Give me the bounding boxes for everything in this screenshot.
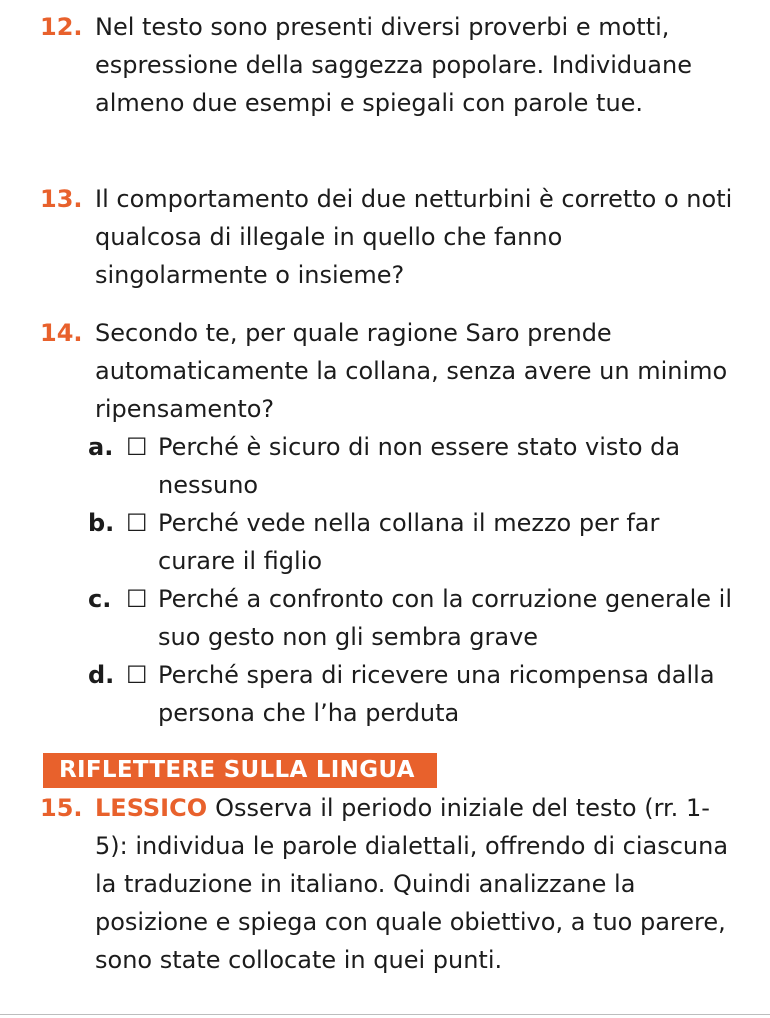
option-a [88, 428, 738, 504]
section-banner: RIFLETTERE SULLA LINGUA [43, 753, 437, 788]
question-number: 15. [40, 794, 83, 822]
option-text: Perché a confronto con la corruzione generale il suo gesto non gli sembra grave [158, 585, 732, 651]
checkbox-icon[interactable]: ☐ [126, 433, 148, 461]
question-number: 13. [40, 185, 83, 213]
option-text: Perché vede nella collana il mezzo per far curare il figlio [158, 509, 660, 575]
bottom-divider [0, 1014, 770, 1015]
question-13 [40, 180, 740, 294]
question-text: Osserva il periodo iniziale del testo (rr. 1-5): individua le parole dialettali, offrendo di ciascuna la traduzione in italiano. Quindi analizzane la posizione e spiega con quale obiettivo, a tuo parere, sono state collocate in quei punti. [95, 794, 729, 974]
question-12 [40, 8, 740, 122]
option-text: Perché è sicuro di non essere stato visto da nessuno [158, 433, 681, 499]
question-number: 12. [40, 13, 83, 41]
option-letter: b. [88, 509, 115, 537]
question-lead-label: LESSICO [95, 794, 208, 822]
question-14 [40, 314, 740, 428]
question-text-container [40, 789, 740, 979]
question-text: Il comportamento dei due netturbini è corretto o noti qualcosa di illegale in quello che fanno singolarmente o insieme? [95, 185, 733, 289]
option-b [88, 504, 738, 580]
option-d [88, 656, 738, 732]
question-text: Secondo te, per quale ragione Saro prende automaticamente la collana, senza avere un minimo ripensamento? [95, 319, 728, 423]
question-15 [40, 789, 740, 979]
option-letter: c. [88, 585, 112, 613]
checkbox-icon[interactable]: ☐ [126, 509, 148, 537]
option-text: Perché spera di ricevere una ricompensa dalla persona che l’ha perduta [158, 661, 715, 727]
checkbox-icon[interactable]: ☐ [126, 585, 148, 613]
checkbox-icon[interactable]: ☐ [126, 661, 148, 689]
question-text: Nel testo sono presenti diversi proverbi e motti, espressione della saggezza popolare. Individuane almeno due esempi e spiegali con parole tue. [95, 13, 692, 117]
option-letter: d. [88, 661, 115, 689]
option-c [88, 580, 738, 656]
question-number: 14. [40, 319, 83, 347]
option-letter: a. [88, 433, 114, 461]
